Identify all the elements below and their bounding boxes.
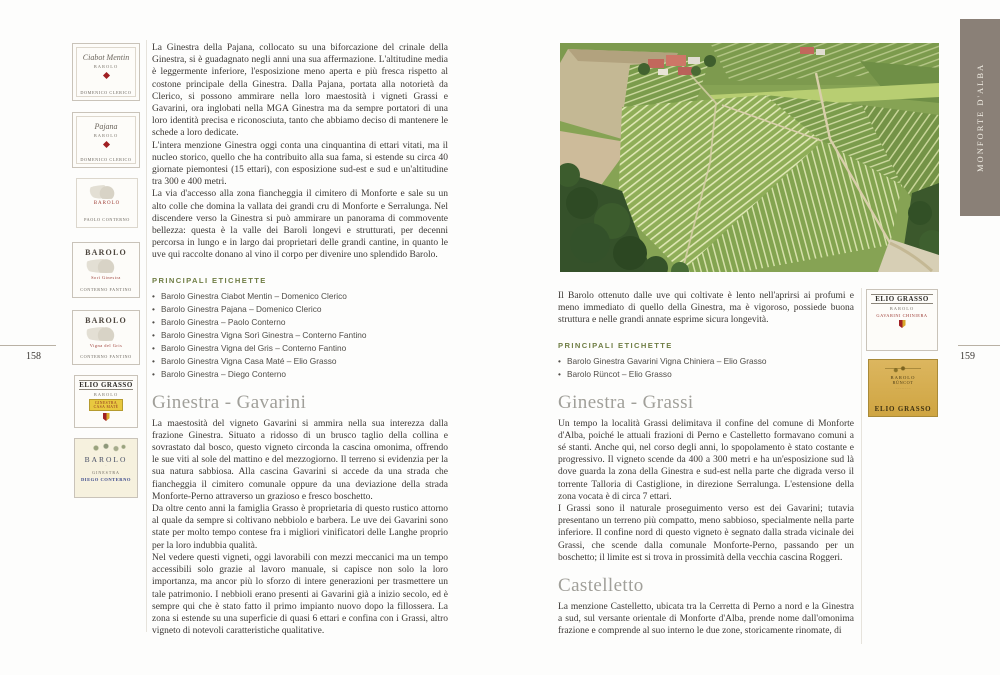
label-crest-sketch xyxy=(85,185,129,199)
crest-icon xyxy=(899,320,906,328)
vine-sketch xyxy=(81,442,131,454)
chapter-tab-label: MONFORTE D'ALBA xyxy=(975,62,985,173)
body-paragraph: Da oltre cento anni la famiglia Grasso è proprietaria di questo rustico attorno al quale da sempre si coltivano nebbiolo e barbera. Le uve dei Gavarini sono state per molto tempo contese fra i migliori vinificatori delle Langhe proprio per la loro indubbia qualità. xyxy=(152,504,448,551)
label-producer: DIEGO CONTERNO xyxy=(80,477,131,482)
etichette-heading: PRINCIPALI ETICHETTE xyxy=(558,340,673,350)
estate-sketch xyxy=(885,363,921,375)
wine-label-pajana xyxy=(72,112,140,168)
label-producer: ELIO GRASSO xyxy=(79,381,133,389)
body-paragraph: I Grassi sono il naturale proseguimento verso est dei Gavarini; tutavia presentano un terreno più compatto, meno sabbioso, specialmente nella parte inferiore. Il confine nord di questo vigneto è segnato dalla strada vicinale dei Grassi, che scende dalla comunale Monforte-Perno, passando per un boschetto; il limite est si trova in prossimità della vecchia cascina Roggeri. xyxy=(558,504,854,563)
label-wine: BAROLO xyxy=(84,455,128,464)
label-wine: BAROLO xyxy=(85,248,127,257)
left-text-column xyxy=(152,42,448,637)
label-wine: BAROLO xyxy=(890,375,916,380)
label-wine: BAROLO xyxy=(85,316,127,325)
body-paragraph: La via d'accesso alla zona fiancheggia il cimitero di Monforte e sale su un alto colle che domina la vallata dei grandi cru di Monforte e Serralunga. Nel discendere verso la Ginestra si può ammirare un panorama di commovente bellezza: questa è la valle dei Baroli longevi e strutturati, per decenni percorsa in lungo e in largo dai proprietari delle grandi cantine, in quanto le uve qui raccolte donano al vino il corpo per divenire uno splendido Barolo. xyxy=(152,189,448,261)
etichette-item: • Barolo Ginestra – Paolo Conterno xyxy=(152,316,448,329)
etichette-item: • Barolo Rüncot – Elio Grasso xyxy=(558,368,854,381)
wine-label-diego-conterno xyxy=(74,438,138,498)
label-hill-sketch xyxy=(81,327,131,341)
column-rule-left xyxy=(146,40,147,632)
label-appellation: · xyxy=(105,464,107,468)
wine-label-elio-grasso-chiniera xyxy=(866,289,938,351)
column-rule-right xyxy=(861,288,862,644)
body-paragraph: La maestosità del vigneto Gavarini si ammira nella sua interezza dalla frazione Ginestra. Situato a ridosso di un brusco taglio della collina e sovrastato dal bosco, questo vigneto circonda la cascina omonima, offrendo le sue viti al sole del mattino e del mezzogiorno. Il terreno si evidenzia per la sua natura sabbiosa. Alla cascina Gavarini si accede da una strada che fiancheggia il cimitero comunale oppure da una deviazione della strada Monforte-Perno attraverso un grazioso e fresco boschetto. xyxy=(152,418,448,502)
section-title-gavarini: Ginestra - Gavarini xyxy=(152,391,307,413)
body-paragraph: La Ginestra della Pajana, collocato su una biforcazione del crinale della Ginestra, si è guadagnato negli anni una sua affermazione. L'altitudine media è leggermente inferiore, l'esposizione meno aperta e più fresca rispetto al costone principale della Ginestra. Dalla Pajana, portata alla notorietà da Clerico, si possono ammirare nella loro maestosità i vigneti Grassi e Gavarini, ora inglobati nella MGA Ginestra ma da sempre portatori di una loro identità precisa e riconosciuta, tanto che abbiamo deciso di mantenere le schede a loro dedicate. xyxy=(152,43,448,139)
label-title: Ciabot Mentin xyxy=(82,53,130,62)
wine-label-vigna-del-gris xyxy=(72,310,140,365)
etichette-item: • Barolo Ginestra Ciabot Mentin – Domenico Clerico xyxy=(152,290,448,303)
etichette-item: • Barolo Ginestra Pajana – Domenico Clerico xyxy=(152,303,448,316)
label-title: GINESTRA CASA MATÉ xyxy=(89,399,123,411)
etichette-item: • Barolo Ginestra Gavarini Vigna Chiniera – Elio Grasso xyxy=(558,355,854,368)
chapter-tab xyxy=(960,19,1000,216)
body-paragraph: Nel vedere questi vigneti, oggi lavorabili con mezzi meccanici ma un tempo accessibili solo grazie al lavoro manuale, si capisce non solo la loro importanza, ma ancor più lo sforzo di intere generazioni per trasmettere un tale patrimonio. I nebbioli erano presenti ai Gavarini già a inizio secolo, ed è sempre qui che è stato fatto il primo impianto nuovo dopo la fillossera. La zona si estende su una superficie di quasi 6 ettari e confina con i Grassi, altro vigneto di notevoli caratteristiche qualitative. xyxy=(152,552,448,637)
label-title: Vigna del Gris xyxy=(89,343,123,348)
right-text-column xyxy=(558,290,854,638)
label-hill-sketch xyxy=(81,259,131,273)
wine-label-runcot xyxy=(868,359,938,417)
label-wine: BAROLO xyxy=(93,392,119,397)
wine-label-ciabot-mentin xyxy=(72,43,140,101)
label-producer: DOMENICO CLERICO xyxy=(80,157,132,162)
etichette-item: • Barolo Ginestra – Diego Conterno xyxy=(152,368,448,381)
etichette-item: • Barolo Ginestra Vigna del Gris – Conterno Fantino xyxy=(152,342,448,355)
label-producer: ELIO GRASSO xyxy=(871,294,933,304)
page-number-right: 159 xyxy=(960,351,975,362)
folio-rule-right xyxy=(958,345,1000,346)
etichette-heading: PRINCIPALI ETICHETTE xyxy=(152,275,267,285)
label-producer: CONTERNO FANTINO xyxy=(80,354,132,359)
body-paragraph: La menzione Castelletto, ubicata tra la Cerretta di Perno a nord e la Ginestra a sud, sul versante orientale di Monforte d'Alba, prende nome dall'omonima frazione e comprende al suo interno le due zone, storicamente rinomate, di xyxy=(558,602,854,637)
section-title-grassi: Ginestra - Grassi xyxy=(558,391,694,413)
label-producer: DOMENICO CLERICO xyxy=(80,90,132,95)
label-title: Sorì Ginestra xyxy=(91,275,121,280)
page-number-left: 158 xyxy=(26,351,41,362)
wine-label-sori-ginestra xyxy=(72,242,140,298)
vineyard-aerial-photo xyxy=(560,43,939,272)
label-wine: BAROLO xyxy=(93,64,119,69)
label-title: RÜNCOT xyxy=(892,380,914,385)
label-fine-print: · · · · · · · · xyxy=(895,387,911,391)
body-paragraph: Il Barolo ottenuto dalle uve qui coltivate è lento nell'aprirsi ai profumi e meno immediato di quello della Ginestra, ma è vigoroso, possiede buona struttura e nelle grandi annate esprime sicura longevità. xyxy=(558,291,854,326)
label-title: Pajana xyxy=(94,122,118,131)
label-title: GINESTRA xyxy=(92,470,120,475)
label-producer: ELIO GRASSO xyxy=(874,405,932,413)
body-paragraph: L'intera menzione Ginestra oggi conta una cinquantina di ettari vitati, ma il nucleo storico, quello che ha contribuito alla sua fama, si estende su circa 40 giornate piemontesi (15 ettari), con esposizione sud-est e sud e un'altitudine tra 300 e 400 metri. xyxy=(152,140,448,188)
label-wine: BAROLO xyxy=(889,306,915,311)
crest-icon xyxy=(103,413,110,421)
label-title: GAVARINI CHINIERA xyxy=(876,313,928,318)
wine-label-elio-grasso-casa-mate xyxy=(74,375,138,428)
etichette-item: • Barolo Ginestra Vigna Casa Maté – Elio Grasso xyxy=(152,355,448,368)
label-producer: CONTERNO FANTINO xyxy=(80,287,132,292)
label-producer: PAOLO CONTERNO xyxy=(84,217,130,222)
body-paragraph: Un tempo la località Grassi delimitava il confine del comune di Monforte d'Alba, poiché le attuali frazioni di Perno e Castelletto formavano comuni a sé stanti. Anche qui, nel corso degli anni, lo spopolamento è stato costante e progressivo. Il vigneto scende da 400 a 300 metri e ha un'esposizione sud là dove guarda la zona della Ginestra e sud-est nella parte che digrada verso il torrente Talloria di Castiglione, in direzione Serralunga. L'estensione della zona vocata è di circa 7 ettari. xyxy=(558,418,854,502)
wine-label-paolo-conterno xyxy=(76,178,138,228)
etichette-list xyxy=(152,290,448,381)
label-wine: BAROLO xyxy=(93,201,121,206)
section-title-castelletto: Castelletto xyxy=(558,575,644,597)
etichette-item: • Barolo Ginestra Vigna Sorì Ginestra – Conterno Fantino xyxy=(152,329,448,342)
folio-rule-left xyxy=(0,345,56,346)
label-wine: BAROLO xyxy=(93,133,119,138)
etichette-list xyxy=(558,355,854,381)
